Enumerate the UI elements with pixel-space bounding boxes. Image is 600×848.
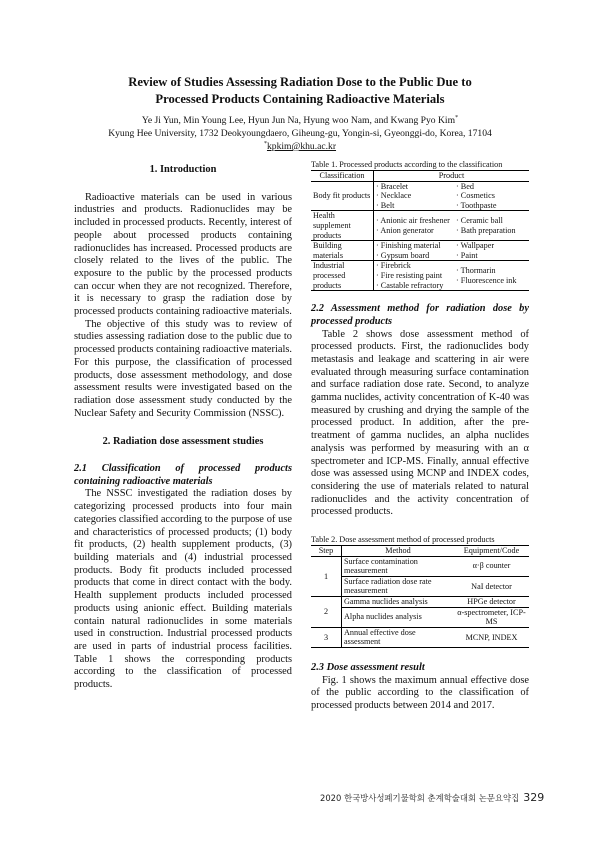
table2-method-cell: Annual effective dose assessment: [342, 627, 455, 647]
table1-class-cell: Industrial processed products: [311, 261, 374, 291]
table1-header-product: Product: [374, 171, 530, 182]
email-line: [40, 140, 560, 153]
table1-products-b: · Thormarin · Fluorescence ink: [454, 261, 529, 291]
table1-header-classification: Classification: [311, 171, 374, 182]
section23-paragraph: Fig. 1 shows the maximum annual effective dose of the public according to the classification of processed products between 2014 and 2017.: [311, 674, 529, 712]
table1-products-a: · Anionic air freshener · Anion generator: [374, 211, 455, 241]
table2-equipment-cell: MCNP, INDEX: [454, 627, 529, 647]
table2-row: [311, 627, 529, 647]
table2-step-cell: 1: [311, 556, 342, 596]
page-number: 329: [523, 791, 545, 804]
table2-method-cell: Gamma nuclides analysis: [342, 597, 455, 608]
table1-header-row: [311, 171, 529, 182]
table2: [311, 545, 529, 648]
table2-header-equipment: Equipment/Code: [454, 546, 529, 557]
table2-row: [311, 607, 529, 627]
email-mark: *: [263, 140, 267, 147]
section22-heading: 2.2 Assessment method for radiation dose by processed products: [311, 303, 529, 327]
table1-products-a: · Bracelet · Necklace · Belt: [374, 181, 455, 211]
table1-row: [311, 241, 529, 261]
author-names: Ye Ji Yun, Min Young Lee, Hyun Jun Na, Hyung woo Nam, and Kwang Pyo Kim*: [141, 114, 459, 126]
table1-products-b: · Wallpaper · Paint: [454, 241, 529, 261]
table2-equipment-cell: NaI detector: [454, 576, 529, 596]
title-line-2: Processed Products Containing Radioactive Materials: [155, 92, 445, 106]
left-column: [74, 160, 292, 692]
table2-equipment-cell: α-spectrometer, ICP-MS: [454, 607, 529, 627]
page-footer: [320, 791, 545, 804]
table1-class-cell: Health supplement products: [311, 211, 374, 241]
table1-row: [311, 261, 529, 291]
table1: [311, 170, 529, 291]
table2-method-cell: Surface contamination measurement: [342, 556, 455, 576]
table2-header-step: Step: [311, 546, 342, 557]
table1-products-b: · Bed · Cosmetics · Toothpaste: [454, 181, 529, 211]
section21-paragraph: The NSSC investigated the radiation doses by categorizing processed products into four main categories classified according to the purpose of use and characteristics of processed products; (1) body fit products, (2) health supplement products, (3) building materials and (4) industrial processed products. Body fit products included processed products that come in direct contact with the body. Health supplement products included processed products using anionic effect. Building materials contain natural radionuclides in some materials used in construction. Industrial processed products are used in parts of industrial process facilities. Table 1 shows the corresponding products according to the classification of processed products.: [74, 488, 292, 691]
table1-products-a: · Finishing material · Gypsum board: [374, 241, 455, 261]
table2-row: [311, 597, 529, 608]
paper-title: [60, 74, 540, 108]
section23-heading: 2.3 Dose assessment result: [311, 662, 425, 674]
table1-products-a: · Firebrick · Fire resisting paint · Castable refractory: [374, 261, 455, 291]
table2-equipment-cell: HPGe detector: [454, 597, 529, 608]
section2-heading: 2. Radiation dose assessment studies: [102, 436, 264, 448]
table2-header-row: [311, 546, 529, 557]
table2-row: [311, 576, 529, 596]
author-block: [40, 114, 560, 153]
table2-caption: Table 2. Dose assessment method of processed products: [311, 535, 495, 545]
intro-paragraph-2: The objective of this study was to review of studies assessing radiation dose to the public due to processed products containing radioactive materials. For this purpose, the classification of processed products, dose assessment methodology, and dose assessment results were investigated based on the radiation dose assessment study conducted by the Nuclear Safety and Security Commission (NSSC).: [74, 318, 292, 419]
table2-step-cell: 3: [311, 627, 342, 647]
conference-name: 2020 한국방사성폐기물학회 춘계학술대회 논문요약집: [320, 793, 520, 803]
intro-heading: 1. Introduction: [149, 164, 217, 175]
table1-caption: Table 1. Processed products according to the classification: [311, 160, 503, 169]
table2-method-cell: Surface radiation dose rate measurement: [342, 576, 455, 596]
table2-step-cell: 2: [311, 597, 342, 628]
table1-class-cell: Building materials: [311, 241, 374, 261]
table2-header-method: Method: [342, 546, 455, 557]
intro-paragraph-1: Radioactive materials can be used in various industries and products. Radionuclides may be included in processed products. Recently, interest of people about processed products containing radionuclides has increased. Processed products are closely related to the lives of the public. The exposure to the public by the processed products can occur when they are not recognized. Therefore, it is necessary to grasp the radiation dose by processed products containing radioactive materials.: [74, 191, 292, 318]
title-line-1: Review of Studies Assessing Radiation Dose to the Public Due to: [128, 75, 472, 89]
section21-heading: 2.1 Classification of processed products containing radioactive materials: [74, 463, 292, 487]
table1-products-b: · Ceramic ball · Bath preparation: [454, 211, 529, 241]
section22-paragraph: Table 2 shows dose assessment method of processed products. First, the radionuclides body metastasis and leakage and scattering in air were evaluated through measuring surface contamination and surface radiation dose rate. Second, to analyze gamma nuclides, activity concentration of K-40 was measured by crushing and drying the sample of the processed product. In addition, after the pre-treatment of gamma nuclides, an alpha nuclides analysis was performed by measuring with an α spectrometer and ICP-MS. Finally, annual effective dose was assessed using MCNP and INDEX codes, considering the use of materials related to natural radionuclides and the activity concentration of processed products.: [311, 328, 529, 518]
affiliation: Kyung Hee University, 1732 Deokyoungdaero, Giheung-gu, Yongin-si, Gyeonggi-do, Korea, 17104: [108, 128, 492, 139]
email-link[interactable]: kpkim@khu.ac.kr: [266, 141, 337, 152]
table2-method-cell: Alpha nuclides analysis: [342, 607, 455, 627]
table2-equipment-cell: α·β counter: [454, 556, 529, 576]
table1-row: [311, 211, 529, 241]
table1-class-cell: Body fit products: [311, 181, 374, 211]
corresponding-mark: *: [455, 114, 459, 121]
table2-row: [311, 556, 529, 576]
table1-row: [311, 181, 529, 211]
right-column: [311, 160, 529, 713]
